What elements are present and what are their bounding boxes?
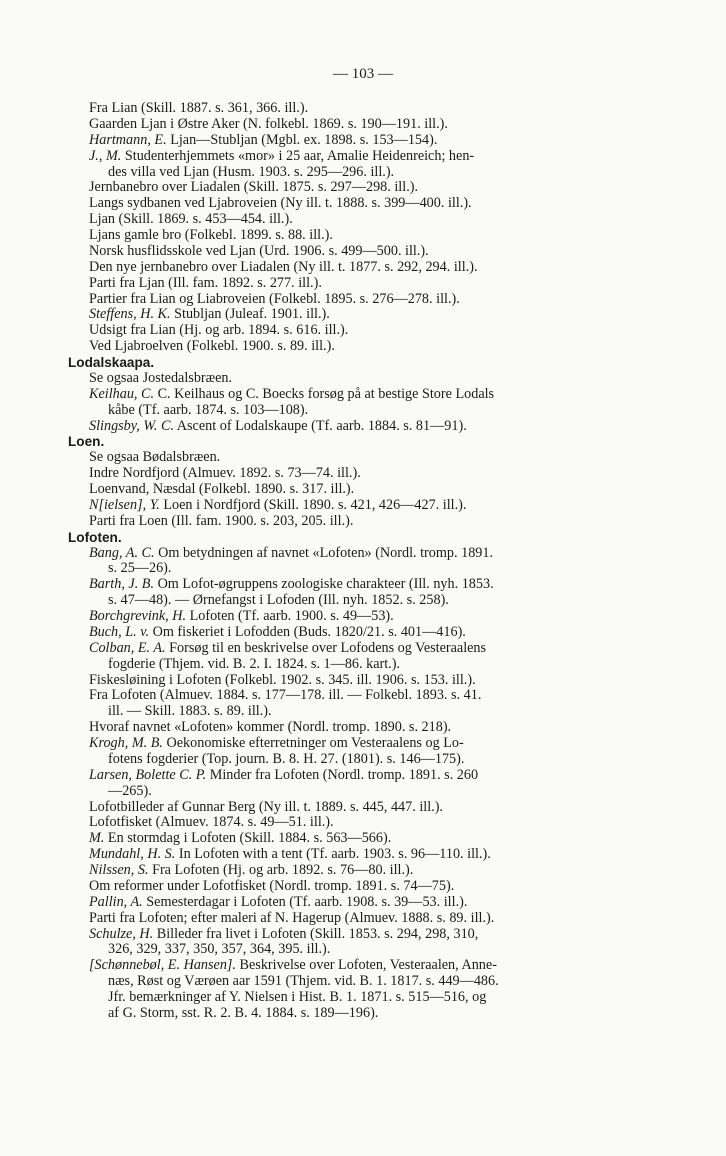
entry-line [89, 307, 649, 323]
entry-text: Ljan (Skill. 1869. s. 453—454. ill.). [89, 211, 293, 228]
entry-text: Om fiskeriet i Lofodden (Buds. 1820/21. s. 401—416). [149, 623, 466, 640]
section-heading [68, 434, 649, 450]
entry-author: Barth, J. B. [89, 576, 155, 593]
entry-text: Se ogsaa Jostedalsbræen. [89, 369, 233, 386]
entry-author: Bang, A. C. [89, 544, 155, 561]
entry-line [89, 101, 649, 117]
entry-line [89, 577, 649, 593]
entry-line [89, 688, 649, 704]
entry-line [89, 958, 649, 974]
entry-line [89, 879, 649, 895]
entry-author: Buch, L. v. [89, 623, 150, 640]
entry-text: Gaarden Ljan i Østre Aker (N. folkebl. 1869. s. 190—191. ill.). [89, 115, 448, 132]
entry-continuation [89, 165, 649, 181]
entry-line [89, 196, 649, 212]
entry-text: Lofotfisket (Almuev. 1874. s. 49—51. ill.). [89, 814, 334, 831]
entry-line [89, 720, 649, 736]
entry-continuation [89, 990, 649, 1006]
entry-text: Loen i Nordfjord (Skill. 1890. s. 421, 426—427. ill.). [159, 496, 467, 513]
entry-continuation [89, 974, 649, 990]
entry-text: kåbe (Tf. aarb. 1874. s. 103—108). [108, 401, 309, 418]
entry-text: Udsigt fra Lian (Hj. og arb. 1894. s. 616. ill.). [89, 322, 349, 339]
entry-line [89, 228, 649, 244]
entry-line [89, 339, 649, 355]
entry-text: Ljan—Stubljan (Mgbl. ex. 1898. s. 153—154). [166, 131, 438, 148]
entry-continuation [89, 561, 649, 577]
entry-line [89, 498, 649, 514]
entry-line [89, 895, 649, 911]
entry-text: Beskrivelse over Lofoten, Vesteraalen, Anne- [235, 957, 497, 974]
entry-line [89, 482, 649, 498]
entry-author: Keilhau, C. [89, 385, 155, 402]
entry-text: Om Lofot-øgruppens zoologiske charakteer (Ill. nyh. 1853. [154, 576, 494, 593]
bibliography-list [68, 100, 649, 1022]
entry-text: s. 25—26). [108, 560, 172, 577]
entry-author: N[ielsen], Y. [89, 496, 160, 513]
page-number: — 103 — [333, 66, 393, 82]
entry-text: Minder fra Lofoten (Nordl. tromp. 1891. s. 260 [206, 766, 479, 783]
entry-line [89, 911, 649, 927]
entry-continuation [89, 593, 649, 609]
entry-text: Ved Ljabroelven (Folkebl. 1900. s. 89. ill.). [89, 338, 335, 355]
entry-line [89, 673, 649, 689]
entry-text: s. 47—48). — Ørnefangst i Lofoden (Ill. nyh. 1852. s. 258). [108, 592, 449, 609]
entry-continuation [89, 752, 649, 768]
entry-text: C. Keilhaus og C. Boecks forsøg på at bestige Store Lodals [154, 385, 495, 402]
entry-text: Fra Lian (Skill. 1887. s. 361, 366. ill.). [89, 100, 309, 116]
entry-line [89, 831, 649, 847]
entry-text: 326, 329, 337, 350, 357, 364, 395. ill.). [108, 941, 331, 958]
entry-text: ill. — Skill. 1883. s. 89. ill.). [108, 703, 272, 720]
heading-text: Loen. [68, 434, 105, 450]
entry-continuation [89, 704, 649, 720]
entry-text: Fiskesløining i Lofoten (Folkebl. 1902. s. 345. ill. 1906. s. 153. ill.). [89, 671, 476, 688]
entry-text: Hvoraf navnet «Lofoten» kommer (Nordl. tromp. 1890. s. 218). [89, 719, 452, 736]
entry-author: J., M. [89, 147, 122, 164]
entry-text: Stubljan (Juleaf. 1901. ill.). [170, 306, 330, 323]
entry-text: af G. Storm, sst. R. 2. B. 4. 1884. s. 189—196). [108, 1004, 379, 1021]
section-heading [68, 530, 649, 546]
entry-text: Indre Nordfjord (Almuev. 1892. s. 73—74. ill.). [89, 465, 361, 482]
entry-line [89, 387, 649, 403]
entry-line [89, 292, 649, 308]
entry-text: —265). [108, 782, 152, 799]
entry-line [89, 863, 649, 879]
heading-text: Lofoten. [68, 529, 122, 545]
entry-text: Billeder fra livet i Lofoten (Skill. 1853. s. 294, 298, 310, [153, 925, 479, 942]
entry-author: Schulze, H. [89, 925, 154, 942]
entry-text: In Lofoten with a tent (Tf. aarb. 1903. s. 96—110. ill.). [175, 846, 491, 863]
entry-text: Norsk husflidsskole ved Ljan (Urd. 1906. s. 499—500. ill.). [89, 242, 429, 259]
entry-text: Forsøg til en beskrivelse over Lofodens og Vesteraalens [165, 639, 487, 656]
entry-text: Om betydningen af navnet «Lofoten» (Nordl. tromp. 1891. [154, 544, 494, 561]
entry-line [89, 927, 649, 943]
entry-line [89, 625, 649, 641]
entry-line [89, 180, 649, 196]
entry-author: Borchgrevink, H. [89, 608, 187, 624]
heading-text: Lodalskaapa. [68, 355, 155, 370]
entry-author: Hartmann, E. [89, 131, 167, 148]
entry-text: Jfr. bemærkninger af Y. Nielsen i Hist. B. 1. 1871. s. 515—516, og [108, 989, 487, 1005]
entry-text: fogderie (Thjem. vid. B. 2. I. 1824. s. 1—86. kart.). [108, 655, 400, 672]
entry-text: Lofoten (Tf. aarb. 1900. s. 49—53). [186, 608, 394, 624]
entry-text: Se ogsaa Bødalsbræen. [89, 449, 221, 466]
entry-text: Parti fra Ljan (Ill. fam. 1892. s. 277. ill.). [89, 274, 322, 291]
entry-continuation [89, 403, 649, 419]
entry-author: Krogh, M. B. [89, 735, 163, 751]
entry-line [89, 847, 649, 863]
entry-line [89, 815, 649, 831]
entry-text: Parti fra Loen (Ill. fam. 1900. s. 203, 205. ill.). [89, 512, 354, 529]
entry-author: [Schønnebøl, E. Hansen]. [89, 957, 236, 974]
entry-line [89, 371, 649, 387]
entry-text: næs, Røst og Værøen aar 1591 (Thjem. vid. B. 1. 1817. s. 449—486. [108, 973, 499, 990]
entry-author: Larsen, Bolette C. P. [89, 766, 207, 783]
entry-line [89, 133, 649, 149]
entry-continuation [89, 784, 649, 800]
entry-line [89, 244, 649, 260]
entry-text: fotens fogderier (Top. journ. B. 8. H. 27. (1801). s. 146—175). [108, 750, 465, 767]
entry-line [89, 466, 649, 482]
entry-text: Partier fra Lian og Liabroveien (Folkebl. 1895. s. 276—278. ill.). [89, 290, 460, 307]
entry-line [89, 736, 649, 752]
entry-line [89, 546, 649, 562]
entry-line [89, 117, 649, 133]
entry-author: Pallin, A. [89, 893, 143, 910]
entry-author: Mundahl, H. S. [89, 846, 176, 863]
entry-line [89, 260, 649, 276]
entry-line [89, 450, 649, 466]
entry-line [89, 609, 649, 625]
entry-line [89, 149, 649, 165]
entry-text: Fra Lofoten (Almuev. 1884. s. 177—178. ill. — Folkebl. 1893. s. 41. [89, 687, 482, 704]
entry-continuation [89, 1006, 649, 1022]
entry-line [89, 323, 649, 339]
entry-text: Semesterdagar i Lofoten (Tf. aarb. 1908. s. 39—53. ill.). [142, 893, 468, 910]
entry-text: Lofotbilleder af Gunnar Berg (Ny ill. t. 1889. s. 445, 447. ill.). [89, 798, 443, 815]
entry-text: Ascent of Lodalskaupe (Tf. aarb. 1884. s. 81—91). [174, 417, 467, 434]
entry-line [89, 768, 649, 784]
entry-text: Parti fra Lofoten; efter maleri af N. Hagerup (Almuev. 1888. s. 89. ill.). [89, 909, 495, 926]
entry-continuation [89, 942, 649, 958]
entry-text: Studenterhjemmets «mor» i 25 aar, Amalie Heidenreich; hen- [121, 147, 475, 164]
section-heading [68, 355, 649, 371]
entry-author: Steffens, H. K. [89, 306, 171, 323]
entry-author: Colban, E. A. [89, 639, 166, 656]
entry-text: Oekonomiske efterretninger om Vesteraalens og Lo- [162, 735, 464, 751]
entry-text: des villa ved Ljan (Husm. 1903. s. 295—296. ill.). [108, 163, 395, 180]
entry-line [89, 212, 649, 228]
entry-continuation [89, 657, 649, 673]
entry-author: Nilssen, S. [89, 862, 149, 878]
entry-line [89, 514, 649, 530]
entry-text: Ljans gamle bro (Folkebl. 1899. s. 88. ill.). [89, 227, 333, 243]
entry-line [89, 419, 649, 435]
entry-author: M. [89, 830, 105, 847]
entry-line [89, 800, 649, 816]
entry-text: Jernbanebro over Liadalen (Skill. 1875. s. 297—298. ill.). [89, 179, 419, 196]
entry-text: Om reformer under Lofotfisket (Nordl. tromp. 1891. s. 74—75). [89, 877, 455, 894]
entry-text: Loenvand, Næsdal (Folkebl. 1890. s. 317. ill.). [89, 481, 355, 497]
entry-text: Fra Lofoten (Hj. og arb. 1892. s. 76—80. ill.). [148, 862, 414, 878]
entry-line [89, 641, 649, 657]
entry-text: En stormdag i Lofoten (Skill. 1884. s. 563—566). [104, 830, 392, 847]
entry-line [89, 276, 649, 292]
entry-text: Langs sydbanen ved Ljabroveien (Ny ill. t. 1888. s. 399—400. ill.). [89, 195, 472, 212]
entry-text: Den nye jernbanebro over Liadalen (Ny ill. t. 1877. s. 292, 294. ill.). [89, 258, 478, 275]
entry-author: Slingsby, W. C. [89, 417, 175, 434]
